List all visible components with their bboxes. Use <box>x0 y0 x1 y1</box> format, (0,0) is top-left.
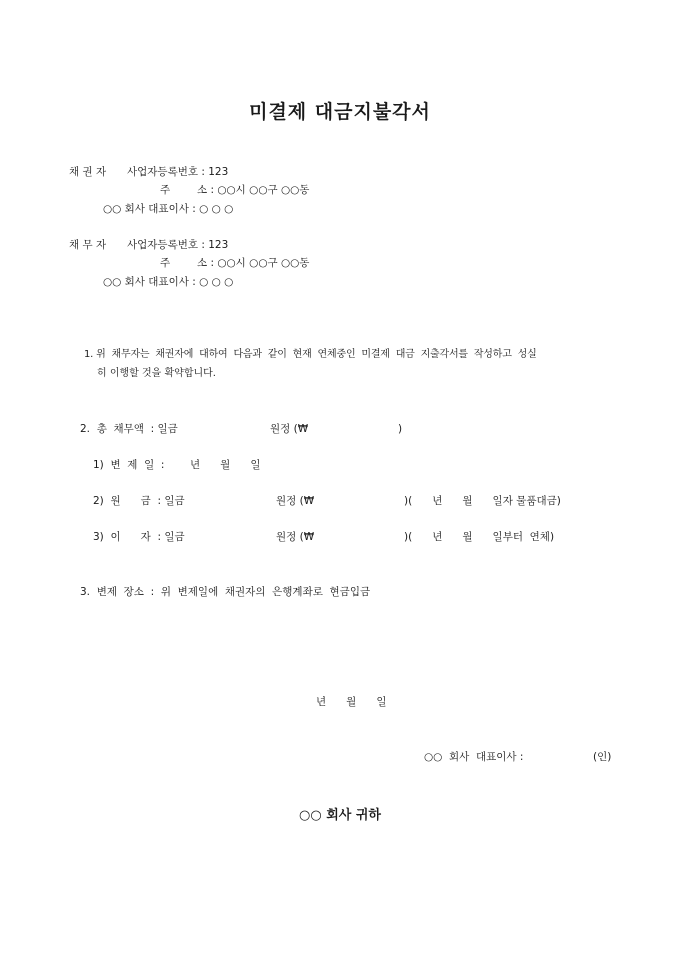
signer-label: ○○ 회사 대표이사 : <box>424 751 524 763</box>
clause2-total-close: ) <box>398 423 403 435</box>
clause1-line2: 히 이행할 것을 확약합니다. <box>97 368 216 379</box>
debtor-reg-number: 사업자등록번호 : 123 <box>127 239 229 251</box>
clause2-total-won: 원정 (₩ <box>270 423 309 435</box>
clause2-item-principal-tail: )( 년 월 일자 물품대금) <box>404 495 561 507</box>
debtor-address: 소 : ○○시 ○○구 ○○동 <box>197 257 310 269</box>
document-title: 미결제 대금지불각서 <box>249 101 431 123</box>
clause2-total-debt: 2. 총 채무액 : 일금 <box>80 423 178 435</box>
creditor-ceo: ○○ 회사 대표이사 : ○ ○ ○ <box>103 203 234 215</box>
document-date: 년 월 일 <box>316 696 387 708</box>
clause2-item-interest: 3) 이 자 : 일금 <box>93 531 185 543</box>
debtor-ceo: ○○ 회사 대표이사 : ○ ○ ○ <box>103 276 234 288</box>
clause2-item-interest-won: 원정 (₩ <box>276 531 315 543</box>
creditor-address-label: 주 <box>160 184 171 196</box>
creditor-reg-number: 사업자등록번호 : 123 <box>127 166 229 178</box>
creditor-role-label: 채 권 자 <box>69 166 107 178</box>
creditor-address: 소 : ○○시 ○○구 ○○동 <box>197 184 310 196</box>
clause2-item-repayment-date-value: 년 월 일 <box>190 459 261 471</box>
debtor-role-label: 채 무 자 <box>69 239 107 251</box>
clause3-payment-place: 3. 변제 장소 : 위 변제일에 채권자의 은행계좌로 현금입금 <box>80 586 371 598</box>
clause2-item-repayment-date: 1) 변 제 일 : <box>93 459 165 471</box>
debtor-address-label: 주 <box>160 257 171 269</box>
clause2-item-principal: 2) 원 금 : 일금 <box>93 495 185 507</box>
clause1-line1: 1. 위 채무자는 채권자에 대하여 다음과 같이 현재 연체중인 미결제 대금 지출각서를 작성하고 성실 <box>84 349 537 360</box>
signer-seal: (인) <box>593 751 612 763</box>
clause2-item-interest-tail: )( 년 월 일부터 연체) <box>404 531 555 543</box>
clause2-item-principal-won: 원정 (₩ <box>276 495 315 507</box>
addressee: ○○ 회사 귀하 <box>299 808 381 823</box>
